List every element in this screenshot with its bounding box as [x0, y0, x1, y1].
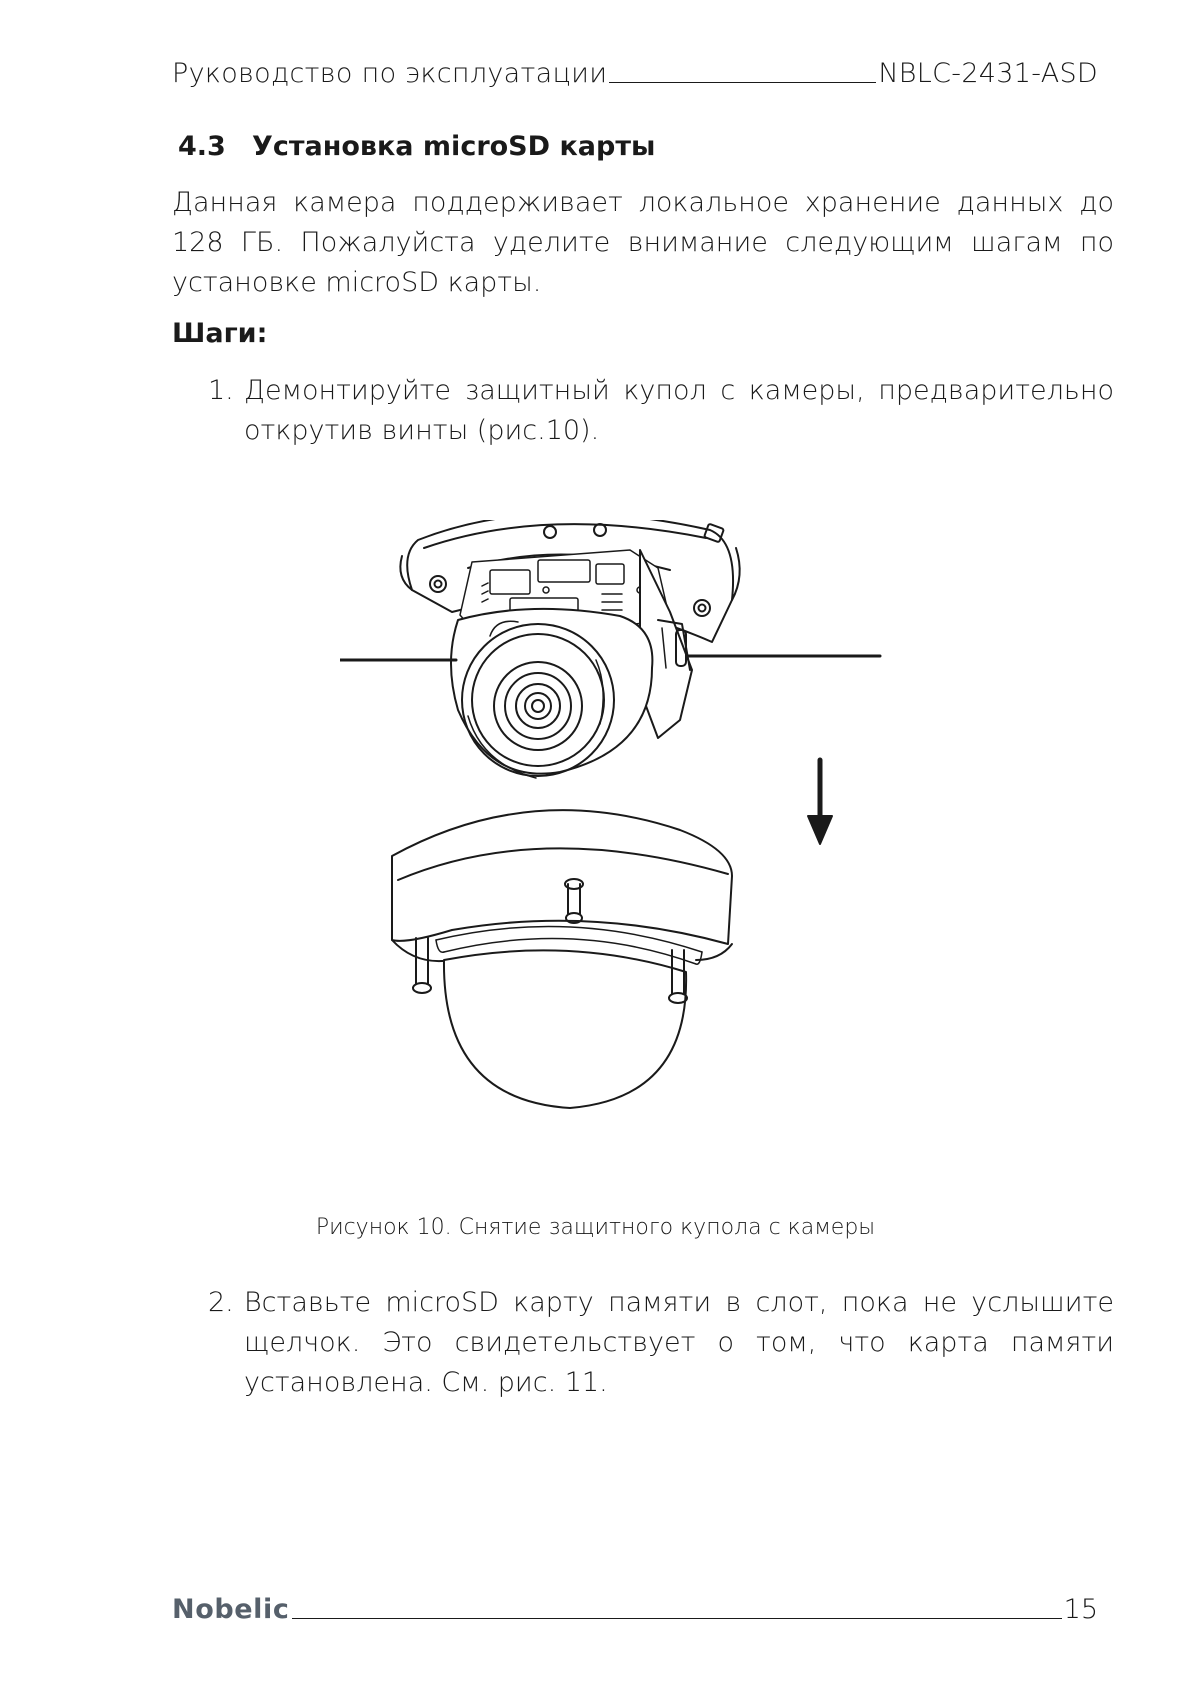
header-document-title: Руководство по эксплуатации [172, 58, 608, 89]
page-footer [172, 1594, 1098, 1625]
camera-lens-module [451, 609, 652, 778]
down-arrow-icon [808, 760, 832, 844]
section-title [178, 131, 655, 162]
header-rule [609, 82, 876, 83]
step-number: 2. [208, 1287, 234, 1318]
step-item [208, 1283, 1114, 1403]
figure-10 [340, 520, 960, 1180]
step-text: Вставьте microSD карту памяти в слот, пока не услышите щелчок. Это свидетельствует о том, что карта памяти установлена. См. рис. 11. [244, 1287, 1114, 1398]
steps-heading: Шаги: [172, 318, 268, 349]
section-title-text: Установка microSD карты [252, 131, 656, 162]
dome-camera-disassembly-illustration [340, 520, 960, 1180]
footer-brand: Nobelic [172, 1594, 290, 1625]
step-item [208, 371, 1114, 451]
page-header [172, 58, 1098, 89]
header-model-number: NBLC-2431-ASD [878, 58, 1098, 89]
section-number: 4.3 [178, 131, 226, 162]
footer-rule [292, 1618, 1062, 1619]
step-number: 1. [208, 375, 234, 406]
protective-dome-cover [392, 810, 732, 1108]
intro-paragraph: Данная камера поддерживает локальное хранение данных до 128 ГБ. Пожалуйста уделите внимание следующим шагам по установке microSD карты. [172, 187, 1114, 298]
page-number: 15 [1063, 1594, 1098, 1625]
figure-caption: Рисунок 10. Снятие защитного купола с камеры [315, 1215, 876, 1240]
step-text: Демонтируйте защитный купол с камеры, предварительно открутив винты (рис.10). [244, 375, 1114, 446]
